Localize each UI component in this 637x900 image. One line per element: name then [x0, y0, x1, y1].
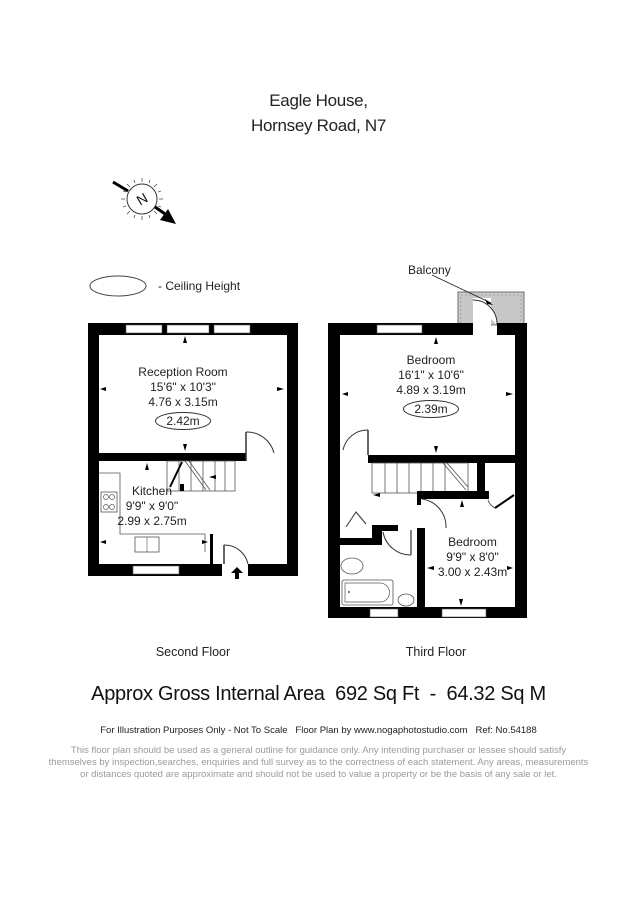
room-metric: 4.89 x 3.19m	[396, 383, 466, 397]
room-kitchen	[112, 484, 192, 529]
room-name: Bedroom	[406, 353, 456, 367]
room-metric: 2.99 x 2.75m	[117, 514, 187, 528]
room-name: Bedroom	[448, 535, 497, 549]
disclaimer-line: or distances quoted are approximate and should not be used to value a property or be the basis of any sale or let.	[80, 769, 557, 780]
room-metric: 4.76 x 3.15m	[148, 395, 218, 409]
disclaimer-line: themselves by inspection,searches, enquiries and full survey as to the correctness of each statement. Any areas, measurements	[48, 757, 589, 768]
room-reception	[118, 365, 248, 430]
room-metric: 3.00 x 2.43m	[437, 565, 508, 579]
legend-ceiling-height-label: - Ceiling Height	[158, 279, 241, 293]
room-bedroom-1	[366, 353, 496, 418]
disclaimer-line: This floor plan should be used as a general outline for guidance only. Any intending purchaser or lessee should satisfy	[70, 745, 567, 756]
floor-label-second: Second Floor	[155, 645, 231, 659]
room-imperial: 9'9" x 9'0"	[125, 499, 179, 513]
gross-internal-area: Approx Gross Internal Area 692 Sq Ft - 64.32 Sq M	[91, 683, 546, 705]
ceiling-height-legend-icon	[90, 276, 146, 296]
room-bedroom-2	[430, 535, 515, 580]
credits-line: For Illustration Purposes Only - Not To Scale Floor Plan by www.nogaphotostudio.com Ref: No.54188	[100, 725, 537, 736]
room-imperial: 16'1" x 10'6"	[398, 368, 464, 382]
ceiling-height-badge: 2.39m	[403, 400, 458, 418]
floor-label-third: Third Floor	[405, 645, 467, 659]
disclaimer	[40, 745, 597, 781]
compass-north-icon	[113, 178, 176, 224]
room-imperial: 9'9" x 8'0"	[446, 550, 499, 564]
property-address: Hornsey Road, N7	[250, 116, 387, 135]
room-imperial: 15'6" x 10'3"	[150, 380, 216, 394]
svg-text:N: N	[133, 189, 151, 209]
ceiling-height-badge: 2.42m	[155, 412, 210, 430]
property-name: Eagle House,	[269, 91, 368, 110]
second-floor-plan	[88, 323, 298, 579]
balcony-label: Balcony	[408, 263, 451, 277]
room-name: Kitchen	[131, 484, 173, 498]
room-name: Reception Room	[138, 365, 228, 379]
